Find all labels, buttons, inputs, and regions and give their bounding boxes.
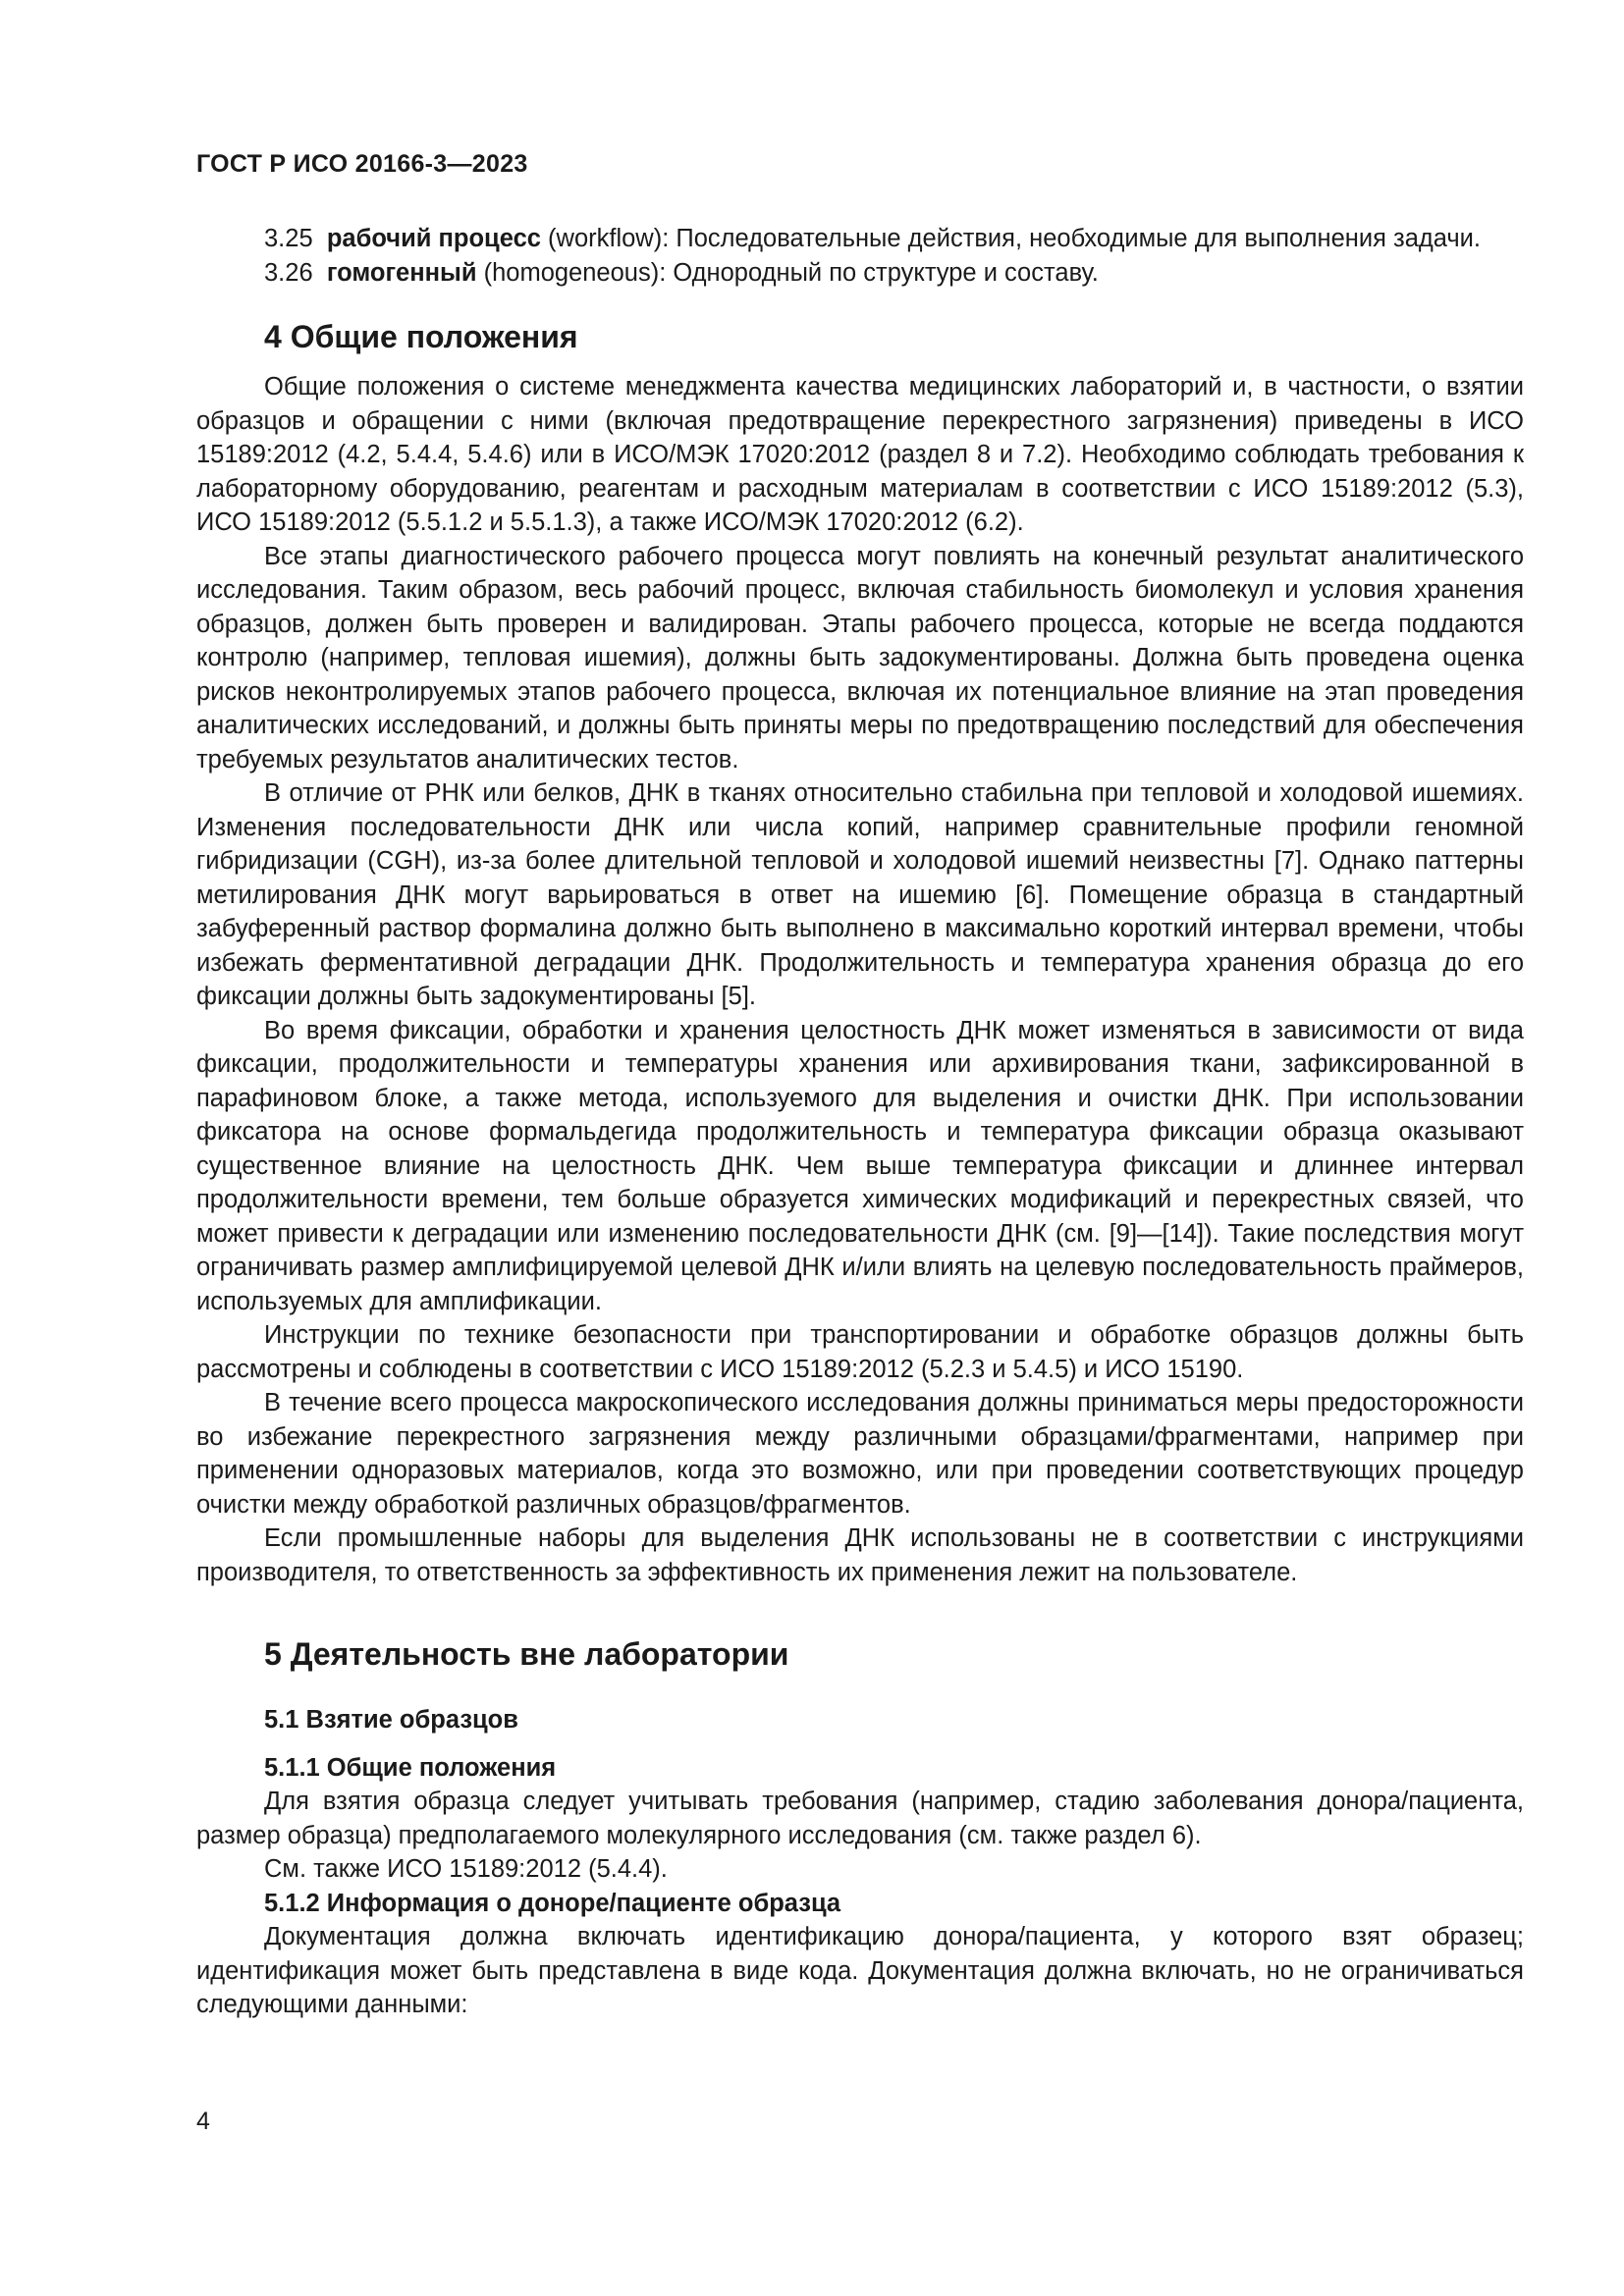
subsubsection-heading: 5.1.1 Общие положения: [264, 1753, 557, 1782]
subsection-heading: 5.1 Взятие образцов: [264, 1706, 518, 1734]
paragraph: Документация должна включать идентификацию донора/пациента, у которого взят образец; идентификация может быть представлена в виде кода. Документация должна включать, но не ограничиваться следующими данными:: [196, 1923, 1524, 2018]
paragraph: Во время фиксации, обработки и хранения целостность ДНК может изменяться в зависимости от вида фиксации, продолжительности и температуры хранения или архивирования ткани, зафиксированной в парафиновом блоке, а также метода, используемого для выделения и очистки ДНК. При использовании фиксатора на основе формальдегида продолжительность и температура фиксации образца оказывают существенное влияние на целостность ДНК. Чем выше температура фиксации и длиннее интервал продолжительности времени, тем больше образуется химических модификаций и перекрестных связей, что может привести к деградации или изменению последовательности ДНК (см. [9]—[14]). Такие последствия могут ограничивать размер амплифицируемой целевой ДНК и/или влиять на целевую последовательность праймеров, используемых для амплификации.: [196, 1016, 1524, 1315]
paragraph: Для взятия образца следует учитывать требования (например, стадию заболевания донора/пациента, размер образца) предполагаемого молекулярного исследования (см. также раздел 6).: [196, 1788, 1524, 1849]
paragraph: В течение всего процесса макроскопического исследования должны приниматься меры предосторожности во избежание перекрестного загрязнения между различными образцами/фрагментами, например при применении одноразовых материалов, когда это возможно, или при проведении соответствующих процедур очистки между обработкой различных образцов/фрагментов.: [196, 1389, 1524, 1519]
paragraph: Все этапы диагностического рабочего процесса могут повлиять на конечный результат аналитического исследования. Таким образом, весь рабочий процесс, включая стабильность биомолекул и условия хранения образцов, должен быть проверен и валидирован. Этапы рабочего процесса, которые не всегда поддаются контролю (например, тепловая ишемия), должны быть задокументированы. Должна быть проведена оценка рисков неконтролируемых этапов рабочего процесса, включая их потенциальное влияние на этап проведения аналитических исследований, и должны быть приняты меры по предотвращению последствий для обеспечения требуемых результатов аналитических тестов.: [196, 542, 1524, 774]
term-number: 3.25: [264, 225, 313, 252]
paragraph: Общие положения о системе менеджмента качества медицинских лабораторий и, в частности, о взятии образцов и обращении с ними (включая предотвращение перекрестного загрязнения) приведены в ИСО 15189:2012 (4.2, 5.4.4, 5.4.6) или в ИСО/МЭК 17020:2012 (раздел 8 и 7.2). Необходимо соблюдать требования к лабораторному оборудованию, реагентам и расходным материалам в соответствии с ИСО 15189:2012 (5.3), ИСО 15189:2012 (5.5.1.2 и 5.5.1.3), а также ИСО/МЭК 17020:2012 (6.2).: [196, 373, 1524, 536]
document-header: ГОСТ Р ИСО 20166-3—2023: [196, 150, 528, 178]
term-definition: (workflow): Последовательные действия, необходимые для выполнения задачи.: [540, 225, 1481, 252]
paragraph: В отличие от РНК или белков, ДНК в тканях относительно стабильна при тепловой и холодовой ишемиях. Изменения последовательности ДНК или числа копий, например сравнительные профили геномной гибридизации (CGH), из-за более длительной тепловой и холодовой ишемий неизвестны [7]. Однако паттерны метилирования ДНК могут варьироваться в ответ на ишемию [6]. Помещение образца в стандартный забуференный раствор формалина должно быть выполнено в максимально короткий интервал времени, чтобы избежать ферментативной деградации ДНК. Продолжительность и температура хранения образца до его фиксации должны быть задокументированы [5].: [196, 779, 1524, 1010]
term-name: гомогенный: [326, 258, 477, 287]
term-definition: (homogeneous): Однородный по структуре и составу.: [476, 258, 1099, 287]
term-entry: [196, 222, 1524, 256]
term-name: рабочий процесс: [326, 225, 541, 252]
document-body: [196, 222, 1524, 2022]
term-entry: [196, 256, 1524, 291]
paragraph: Если промышленные наборы для выделения ДНК использованы не в соответствии с инструкциями производителя, то ответственность за эффективность их применения лежит на пользователе.: [196, 1524, 1524, 1586]
section-heading: 5 Деятельность вне лаборатории: [264, 1636, 789, 1672]
paragraph: Инструкции по технике безопасности при транспортировании и обработке образцов должны быть рассмотрены и соблюдены в соответствии с ИСО 15189:2012 (5.2.3 и 5.4.5) и ИСО 15190.: [196, 1321, 1524, 1383]
section-heading: 4 Общие положения: [264, 319, 578, 354]
term-number: 3.26: [264, 258, 313, 287]
subsubsection-heading: 5.1.2 Информация о доноре/пациенте образца: [264, 1889, 841, 1917]
paragraph: См. также ИСО 15189:2012 (5.4.4).: [264, 1855, 668, 1883]
page-number: 4: [196, 2108, 210, 2135]
